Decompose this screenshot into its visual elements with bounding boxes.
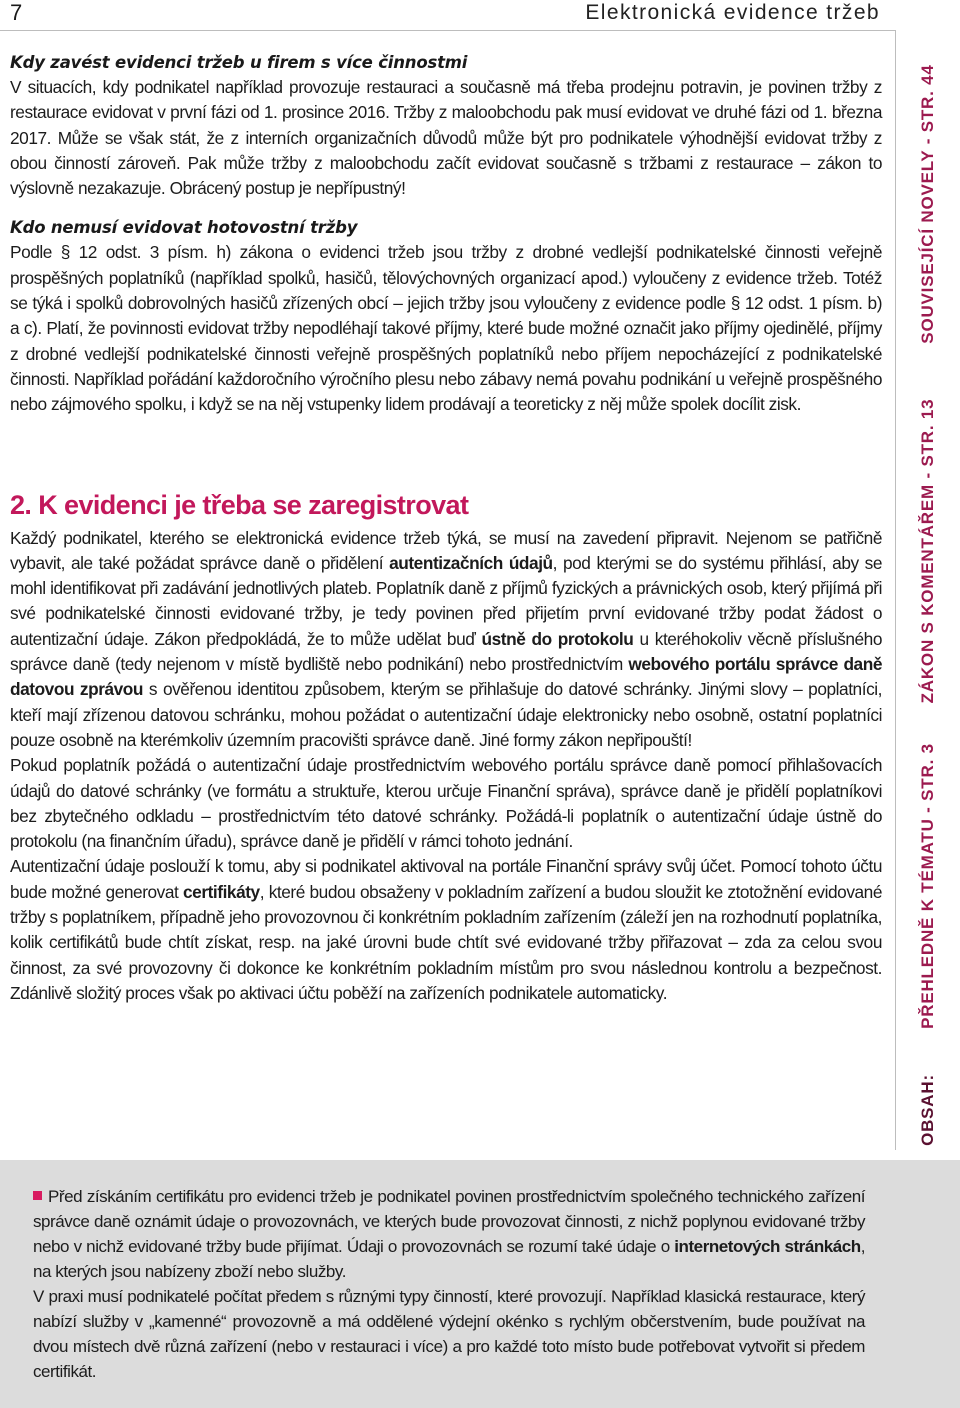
- bullet-square-icon: [33, 1191, 42, 1200]
- emphasis-websites: internetových stránkách: [674, 1237, 861, 1256]
- main-content: [10, 50, 882, 1006]
- paragraph: Autentizační údaje poslouží k tomu, aby si podnikatel aktivoval na portále Finanční správy svůj účet. Pomocí tohoto účtu bude možné generovat certifikáty, které budou obsaženy v pokladním zařízení a budou sloužit ke ztotožnění evidované tržby s poplatníkem, případně jeho provozovnou či konkrétním pokladním zařízením (záleží jen na rozhodnutí poplatníka, kolik certifikátů bude chtít získat, resp. na jaké úrovni bude chtít své evidované tržby přiřazovat – zda za celou svou činnost, za své provozovny či dokonce ke konkrétním pokladním místům pro svou následnou kontrolu a bezpečnost. Zdánlivě složitý proces však po aktivaci účtu poběží na zařízeních podnikatele automaticky.: [10, 856, 882, 1003]
- paragraph: Pokud poplatník požádá o autentizační údaje prostřednictvím webového portálu správce daně pomocí přihlašovacích údajů do datové schránky (ve formátu a struktuře, kterou určuje Finanční správa), správce daně je přidělí poplatníkovi bez zbytečného odkladu – prostřednictvím této datové schránky. Požádá-li poplatník o autentizační údaje ústně do protokolu (na finančním úřadu), správce daně je přidělí v rámci tohoto jednání.: [10, 755, 882, 852]
- table-of-contents-sidebar: [896, 30, 960, 1160]
- sidebar-link-law-commentary[interactable]: ZÁKON S KOMENTÁŘEM - STR. 13: [918, 398, 937, 704]
- header-divider: [0, 30, 895, 31]
- section-heading-multiple-activities: Kdy zavést evidenci tržeb u firem s více činnostmi: [10, 53, 468, 72]
- chapter-heading: [10, 489, 882, 521]
- page-number: 7: [10, 0, 23, 25]
- sidebar-link-overview[interactable]: PŘEHLEDNĚ K TÉMATU - STR. 3: [918, 743, 937, 1029]
- info-box-paragraph: Před získáním certifikátu pro evidenci tržeb je podnikatel povinen prostřednictvím společného technického zařízení správce daně oznámit údaje o provozovnách, ve kterých bude provozovat činnosti, z nichž poplynou evidované tržby nebo v nichž evidované tržby bude přijímat. Údaji o provozovnách se rozumí také údaje o internetových stránkách, na kterých jsou nabízeny zboží nebo služby.: [33, 1187, 865, 1281]
- info-box-paragraph: V praxi musí podnikatelé počítat předem s různými typy činností, které provozují. Například klasická restaurace, který nabízí služby v „kamenné“ provozovně a má oddělené výdejní okénko s rychlým občerstvením, bude používat na dvou místech dvě různá zařízení (nebo v restauraci i více) a pro každé toto místo bude potřebovat vytvořit si předem certifikát.: [33, 1287, 865, 1381]
- paragraph: V situacích, kdy podnikatel například provozuje restauraci a současně má třeba prodejnu potravin, je povinen tržby z restaurace evidovat v první fázi od 1. prosince 2016. Tržby z maloobchodu pak musí evidovat ve druhé fázi od 1. března 2017. Může se však stát, že z interních organizačních důvodů může být pro podnikatele výhodnější evidovat tržby z obou činností zároveň. Pak může tržby z maloobchodu začít evidovat současně s tržbami z restaurace – zákon to výslovně nezakazuje. Obrácený postup je nepřípustný!: [10, 77, 882, 199]
- sidebar-obsah-label: OBSAH:: [918, 1074, 937, 1146]
- emphasis-web-portal: webového portálu správce daně datovou zprávou: [10, 654, 882, 700]
- info-box: [0, 1160, 960, 1408]
- chapter-number: 2.: [10, 489, 32, 520]
- emphasis-auth-data: autentizačních údajů: [389, 552, 553, 573]
- paragraph: Podle § 12 odst. 3 písm. h) zákona o evidenci tržeb jsou tržby z drobné vedlejší podnikatelské činnosti veřejně prospěšných poplatníků (například spolků, hasičů, tělovýchovných organizací apod.) vyloučeny z evidence tržeb. Totéž se týká i spolků dobrovolných hasičů zřízených obcí – jejich tržby jsou vyloučeny z evidence podle § 12 odst. 1 písm. b) a c). Platí, že povinnosti evidovat tržby nepodléhají takové příjmy, které bude možné označit jako příjmy ojedinělé, příjmy z drobné vedlejší podnikatelské činnosti veřejně prospěšných poplatníků nebo příjem nepocházející z podnikatelské činnosti. Například pořádání každoročního výročního plesu nebo zábavy nemá povahu podnikání u veřejně prospěšného nebo zájmového spolku, i když se na něj vstupenky lidem prodávají a teoreticky z něj může spolek docílit zisk.: [10, 242, 882, 415]
- paragraph: Každý podnikatel, kterého se elektronická evidence tržeb týká, se musí na zavedení připravit. Nejenom se patřičně vybavit, ale také požádat správce daně o přidělení autentizačních údajů, pod kterými se do systému přihlásí, aby se mohl identifikovat při zadávání jednotlivých plateb. Poplatník daně z příjmů fyzických a právnických osob, který přijímá při své podnikatelské činnosti evidované tržby, je tedy povinen před přijetím první evidované tržby podat žádost o autentizační údaje. Zákon předpokládá, že to může udělat buď ústně do protokolu u kteréhokoliv věcně příslušného správce daně (tedy nejenom v místě bydliště nebo podnikání) nebo prostřednictvím webového portálu správce daně datovou zprávou s ověřenou identitou způsobem, kterým se přihlašuje do datové schránky. Jinými slovy – poplatníci, kteří mají zřízenou datovou schránku, mohou požádat o autentizační údaje elektronicky nebo osobně, ostatní poplatníci pouze osobně na kterémkoliv územním pracovišti správce daně. Jiné formy zákon nepřipouští!: [10, 527, 883, 750]
- running-title: Elektronická evidence tržeb: [585, 1, 880, 24]
- emphasis-certificates: certifikáty: [183, 881, 260, 902]
- chapter-title: K evidenci je třeba se zaregistrovat: [38, 489, 469, 520]
- sidebar-link-related-amendments[interactable]: SOUVISEJÍCÍ NOVELY - STR. 44: [918, 64, 937, 344]
- section-heading-exempt-sales: Kdo nemusí evidovat hotovostní tržby: [10, 218, 358, 238]
- emphasis-oral-protocol: ústně do protokolu: [481, 628, 634, 649]
